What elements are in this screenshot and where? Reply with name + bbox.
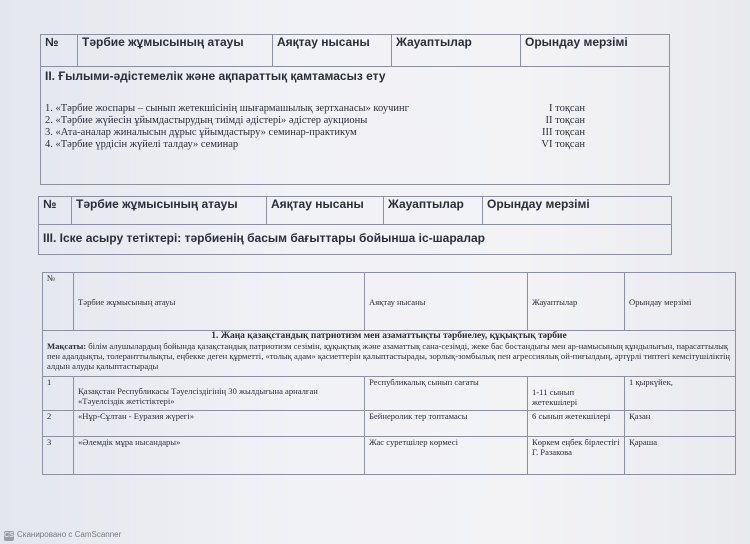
scanner-watermark	[4, 530, 121, 541]
header-term: Орындау мерзімі	[625, 273, 736, 331]
header-responsible: Жауаптылар	[528, 273, 625, 331]
section-title: 1. Жаңа қазақстандық патриотизм мен азаматтықты тәрбиелеу, құқықтық тәрбие	[211, 331, 567, 341]
header-term: Орындау мерзімі	[521, 35, 670, 67]
list-item: 3. «Ата-аналар жиналысын дұрыс ұйымдастыру» семинар-практикум III тоқсан	[45, 127, 585, 138]
row-form: Бейнеролик тер топтамасы	[365, 411, 528, 437]
table-row	[43, 437, 736, 475]
goal-text: білім алушылардың бойында қазақстандық патриотизм сезімін, құқықтық және азаматтық сана-сезімді, жеке бас бостандығы мен ар-намысының құндылығын, парасаттылық пен адалдықты, толеранттылықты, еңбекке деген құрметті, «толық адам» қасиеттерін қалыптастырады, зорлық-зомбылық пен агрессиялық ой-пиғылдың, әртүрлі типтегі кемсітушіліктің алдын алуды қалыптастырады	[47, 341, 730, 371]
header-num: №	[39, 197, 72, 225]
row-term: 1 қыркүйек,	[625, 377, 736, 411]
section-title: II. Ғылыми-әдістемелік және ақпараттық қамтамасыз ету	[45, 69, 386, 83]
table-section-2	[40, 34, 670, 185]
row-responsible: Көркем еңбек бірлестігі Г. Разакова	[528, 437, 625, 475]
method-list	[45, 103, 665, 151]
row-name: Қазақстан Республикасы Тәуелсіздігінің 30 жылдығына арналған «Тәуелсіздік жетістіктері»	[74, 377, 365, 411]
table-row	[43, 377, 736, 411]
goal-cell	[43, 331, 736, 377]
header-form: Аяқтау нысаны	[267, 197, 384, 225]
row-num: 2	[43, 411, 74, 437]
section-title: III. Іске асыру тетіктері: тәрбиенің басым бағыттары бойынша іс-шаралар	[43, 231, 485, 245]
header-responsible: Жауаптылар	[384, 197, 483, 225]
section-title-cell	[39, 225, 672, 255]
row-form: Республикалық сынып сағаты	[365, 377, 528, 411]
table-header-row	[39, 197, 672, 225]
section-body	[41, 67, 670, 185]
table-patriotism	[42, 272, 736, 475]
row-responsible: 6 сынып жетекшілері	[528, 411, 625, 437]
row-name: «Нұр-Сұлтан - Еуразия жүрегі»	[74, 411, 365, 437]
goal-paragraph	[47, 341, 731, 371]
table-section-3	[38, 196, 672, 255]
header-responsible: Жауаптылар	[392, 35, 521, 67]
watermark-text: Сканировано с CamScanner	[17, 530, 122, 539]
list-item: 4. «Тәрбие үрдісін жүйелі талдау» семинар VI тоқсан	[45, 139, 585, 150]
row-form: Жас суретшілер көрмесі	[365, 437, 528, 475]
header-form: Аяқтау нысаны	[365, 273, 528, 331]
row-num: 1	[43, 377, 74, 411]
row-term: Қазан	[625, 411, 736, 437]
header-name: Тәрбие жұмысының атауы	[74, 273, 365, 331]
row-num: 3	[43, 437, 74, 475]
list-item: 2. «Тәрбие жүйесін ұйымдастырудың тиімді әдістері» әдістер аукционы II тоқсан	[45, 115, 585, 126]
header-name: Тәрбие жұмысының атауы	[78, 35, 273, 67]
header-term: Орындау мерзімі	[483, 197, 672, 225]
goal-label: Мақсаты:	[47, 341, 87, 351]
list-item: 1. «Тәрбие жоспары – сынып жетекшісінің шығармашылық зертханасы» коучинг I тоқсан	[45, 103, 585, 114]
table-header-row	[43, 273, 736, 331]
camscanner-logo-icon: CS	[4, 532, 14, 539]
table-row	[43, 411, 736, 437]
header-form: Аяқтау нысаны	[273, 35, 392, 67]
row-responsible: 1-11 сынып жетекшілері	[528, 377, 625, 411]
row-name: «Әлемдік мұра нысандары»	[74, 437, 365, 475]
header-num: №	[43, 273, 74, 331]
header-num: №	[41, 35, 78, 67]
table-header-row	[41, 35, 670, 67]
row-term: Қараша	[625, 437, 736, 475]
header-name: Тәрбие жұмысының атауы	[72, 197, 267, 225]
